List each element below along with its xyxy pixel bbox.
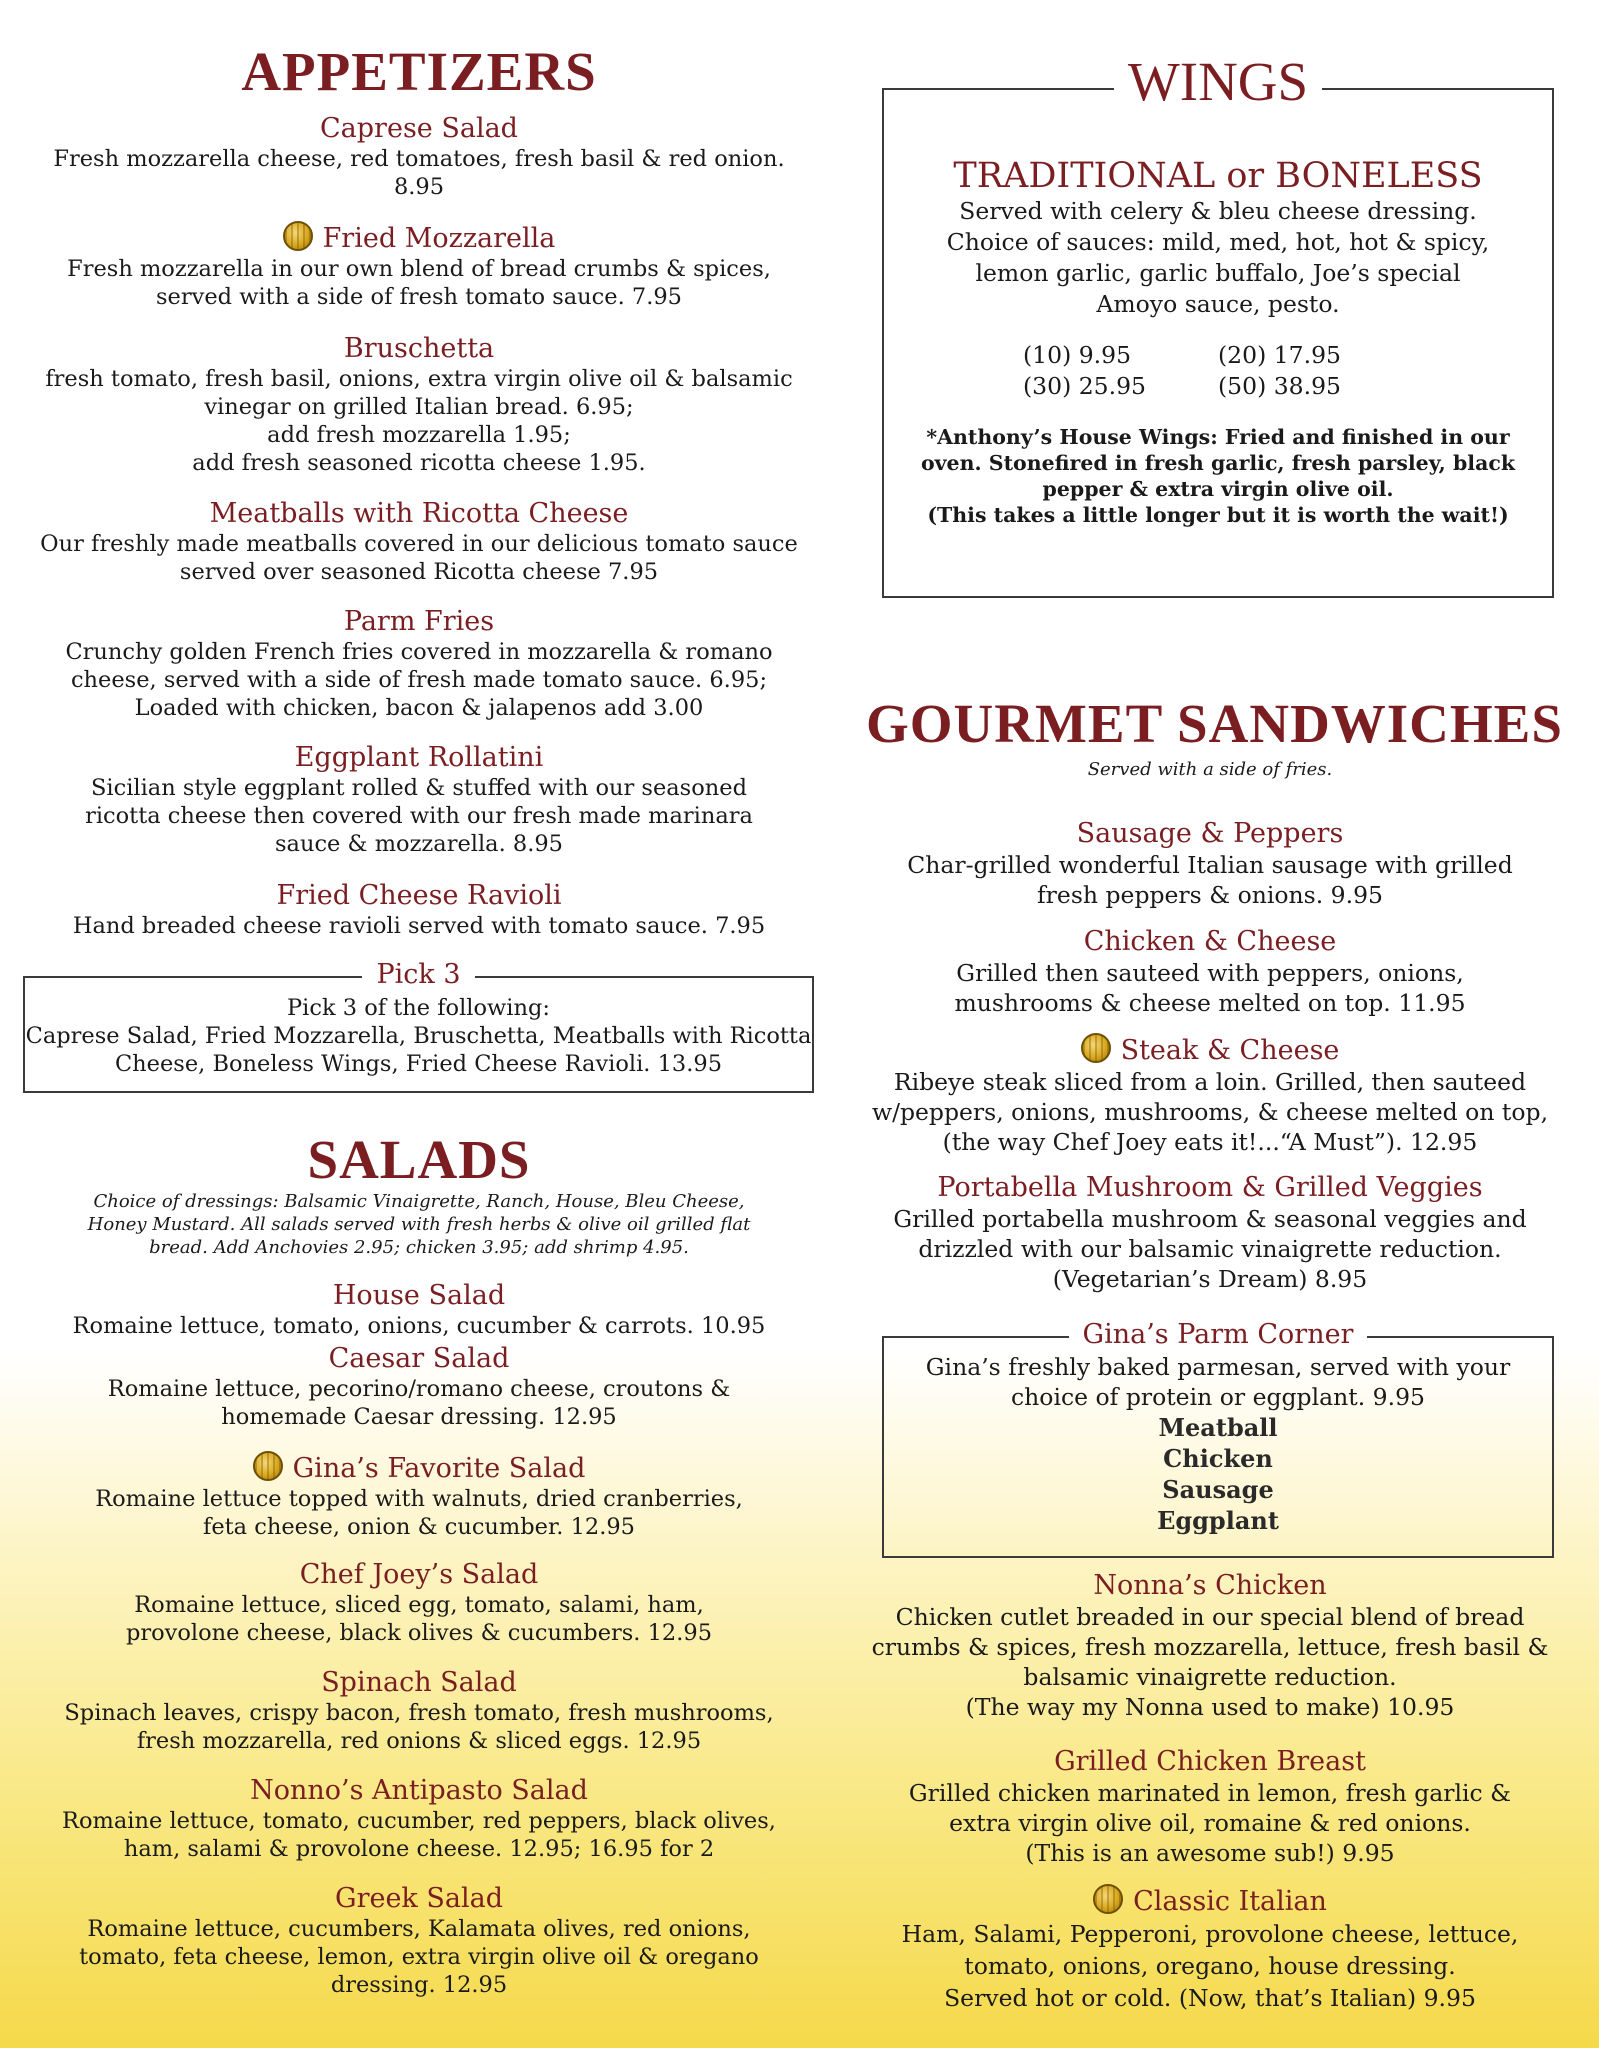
item-name: Fried Cheese Ravioli [276, 880, 562, 911]
item-desc: Our freshly made meatballs covered in our delicious tomato sauce served over seasoned Ricotta cheese 7.95 [40, 531, 798, 585]
gina-parm-option: Chicken [1163, 1444, 1273, 1473]
sandwich-item [866, 1033, 1554, 1157]
item-desc: Grilled then sauteed with peppers, onions, mushrooms & cheese melted on top. 11.95 [954, 959, 1466, 1017]
item-name: Grilled Chicken Breast [1054, 1746, 1366, 1777]
gold-coin-icon [1093, 1884, 1123, 1914]
pick3-title: Pick 3 [362, 959, 474, 990]
item-desc: Ribeye steak sliced from a loin. Grilled, then sauteed w/peppers, onions, mushrooms, & cheese melted on top, (the way Chef Joey eats it!...“A Must”). 12.95 [871, 1068, 1549, 1156]
item-desc: Romaine lettuce, pecorino/romano cheese, croutons & homemade Caesar dressing. 12.95 [107, 1376, 731, 1430]
item-name: Caesar Salad [328, 1343, 510, 1374]
sandwich-item [866, 1172, 1554, 1294]
wings-price: (10) 9.95 [1023, 341, 1132, 369]
item-desc: Spinach leaves, crispy bacon, fresh tomato, fresh mushrooms, fresh mozzarella, red onions & sliced eggs. 12.95 [64, 1700, 774, 1754]
item-desc: fresh tomato, fresh basil, onions, extra virgin olive oil & balsamic vinegar on grilled Italian bread. 6.95; add fresh mozzarella 1.95; add fresh seasoned ricotta cheese 1.95. [45, 366, 793, 476]
gold-coin-icon [1081, 1033, 1111, 1063]
gold-coin-icon [253, 1451, 283, 1481]
wings-price: (20) 17.95 [1218, 341, 1341, 369]
item-name: Meatballs with Ricotta Cheese [209, 498, 629, 529]
salads-section [22, 1129, 816, 1190]
wings-title: WINGS [1114, 51, 1322, 112]
sandwich-item [866, 926, 1554, 1018]
item-name: Chef Joey’s Salad [299, 1559, 539, 1590]
wings-price-grid [884, 340, 1552, 402]
gina-parm-box [882, 1319, 1554, 1558]
item-desc: Grilled chicken marinated in lemon, fresh garlic & extra virgin olive oil, romaine & red onions. (This is an awesome sub!) 9.95 [908, 1779, 1512, 1867]
item-name: Spinach Salad [321, 1667, 517, 1698]
item-name: Fried Mozzarella [322, 223, 556, 254]
gold-coin-icon [283, 221, 313, 251]
salad-item [22, 1775, 816, 1863]
item-name: Caprese Salad [320, 113, 518, 144]
item-name: Sausage & Peppers [1076, 818, 1344, 849]
item-desc: Fresh mozzarella in our own blend of bread crumbs & spices, served with a side of fresh tomato sauce. 7.95 [67, 256, 771, 310]
sandwich-item [866, 1746, 1554, 1868]
gina-parm-option: Meatball [1158, 1413, 1278, 1442]
wings-price: (30) 25.95 [1023, 372, 1146, 400]
appetizer-item [22, 742, 816, 858]
wings-box [882, 51, 1554, 598]
gina-parm-option: Sausage [1162, 1475, 1274, 1504]
item-name: Greek Salad [335, 1883, 503, 1914]
gina-parm-options [884, 1412, 1552, 1536]
appetizer-item [22, 221, 816, 311]
salad-item [22, 1280, 816, 1340]
item-desc: Romaine lettuce, tomato, cucumber, red peppers, black olives, ham, salami & provolone cheese. 12.95; 16.95 for 2 [62, 1808, 776, 1862]
item-name: Chicken & Cheese [1083, 926, 1337, 957]
item-name: House Salad [332, 1280, 506, 1311]
item-desc: Grilled portabella mushroom & seasonal veggies and drizzled with our balsamic vinaigrette reduction. (Vegetarian’s Dream) 8.95 [893, 1205, 1527, 1293]
salad-item [22, 1343, 816, 1431]
item-name: Bruschetta [343, 333, 495, 364]
wings-subtitle: TRADITIONAL or BONELESS [953, 156, 1483, 196]
appetizer-item [22, 333, 816, 477]
gina-parm-option: Eggplant [1157, 1506, 1279, 1535]
sandwiches-section [866, 693, 1563, 754]
item-desc: Romaine lettuce, tomato, onions, cucumber & carrots. 10.95 [72, 1313, 766, 1339]
item-name: Eggplant Rollatini [294, 742, 544, 773]
wings-price: (50) 38.95 [1218, 372, 1341, 400]
appetizers-section [22, 41, 816, 102]
item-desc: Sicilian style eggplant rolled & stuffed with our seasoned ricotta cheese then covered with our fresh made marinara sauce & mozzarella. 8.95 [85, 775, 753, 857]
sandwich-item [866, 818, 1554, 910]
pick3-box [23, 959, 814, 1093]
item-desc: Fresh mozzarella cheese, red tomatoes, fresh basil & red onion. 8.95 [53, 146, 785, 200]
salad-item [22, 1667, 816, 1755]
appetizer-item [22, 880, 816, 940]
sandwiches-note: Served with a side of fries. [1087, 759, 1333, 780]
item-desc: Crunchy golden French fries covered in mozzarella & romano cheese, served with a side of fresh made tomato sauce. 6.95; Loaded with chicken, bacon & jalapenos add 3.00 [65, 639, 773, 721]
salad-item [22, 1883, 816, 1999]
salads-title: SALADS [307, 1129, 531, 1190]
wings-desc: Served with celery & bleu cheese dressing. Choice of sauces: mild, med, hot, hot & spicy, lemon garlic, garlic buffalo, Joe’s special Amoyo sauce, pesto. [946, 197, 1490, 318]
item-desc: Hand breaded cheese ravioli served with tomato sauce. 7.95 [72, 913, 766, 939]
gina-parm-desc: Gina’s freshly baked parmesan, served with your choice of protein or eggplant. 9.95 [925, 1353, 1511, 1411]
item-desc: Romaine lettuce topped with walnuts, dried cranberries, feta cheese, onion & cucumber. 12.95 [95, 1486, 743, 1540]
salad-item [22, 1559, 816, 1647]
item-desc: Char-grilled wonderful Italian sausage with grilled fresh peppers & onions. 9.95 [907, 851, 1513, 909]
item-name: Nonna’s Chicken [1093, 1570, 1327, 1601]
item-name: Steak & Cheese [1120, 1035, 1340, 1066]
salads-dressing-note: Choice of dressings: Balsamic Vinaigrette, Ranch, House, Bleu Cheese, Honey Mustard. All salads served with fresh herbs & olive oil grilled flat bread. Add Anchovies 2.95; chicken 3.95; add shrimp 4.95. [87, 1191, 751, 1258]
house-wings-note: *Anthony’s House Wings: Fried and finished in our oven. Stonefired in fresh garlic, fresh parsley, black pepper & extra virgin olive oil. (This takes a little longer but it is worth the wait!) [920, 425, 1516, 527]
appetizer-item [22, 113, 816, 201]
pick3-desc: Pick 3 of the following: Caprese Salad, Fried Mozzarella, Bruschetta, Meatballs with Ricotta Cheese, Boneless Wings, Fried Cheese Ravioli. 13.95 [25, 995, 812, 1077]
sandwich-item [866, 1570, 1554, 1722]
item-name: Portabella Mushroom & Grilled Veggies [937, 1172, 1483, 1203]
appetizer-item [22, 606, 816, 722]
item-desc: Romaine lettuce, sliced egg, tomato, salami, ham, provolone cheese, black olives & cucumbers. 12.95 [125, 1592, 713, 1646]
salad-item [22, 1451, 816, 1541]
appetizer-item [22, 498, 816, 586]
item-desc: Romaine lettuce, cucumbers, Kalamata olives, red onions, tomato, feta cheese, lemon, extra virgin olive oil & oregano dressing. 12.95 [79, 1916, 759, 1998]
sandwiches-title: GOURMET SANDWICHES [866, 693, 1563, 754]
gina-parm-title: Gina’s Parm Corner [1069, 1319, 1368, 1350]
appetizers-title: APPETIZERS [241, 41, 597, 102]
item-name: Gina’s Favorite Salad [292, 1453, 586, 1484]
item-name: Parm Fries [343, 606, 495, 637]
item-name: Nonno’s Antipasto Salad [250, 1775, 588, 1806]
item-desc: Ham, Salami, Pepperoni, provolone cheese, lettuce, tomato, onions, oregano, house dressing. Served hot or cold. (Now, that’s Italian) 9.95 [901, 1920, 1519, 2012]
item-desc: Chicken cutlet breaded in our special blend of bread crumbs & spices, fresh mozzarella, lettuce, fresh basil & balsamic vinaigrette reduction. (The way my Nonna used to make) 10.95 [871, 1603, 1549, 1721]
sandwich-item [866, 1884, 1554, 2014]
item-name: Classic Italian [1133, 1886, 1327, 1917]
